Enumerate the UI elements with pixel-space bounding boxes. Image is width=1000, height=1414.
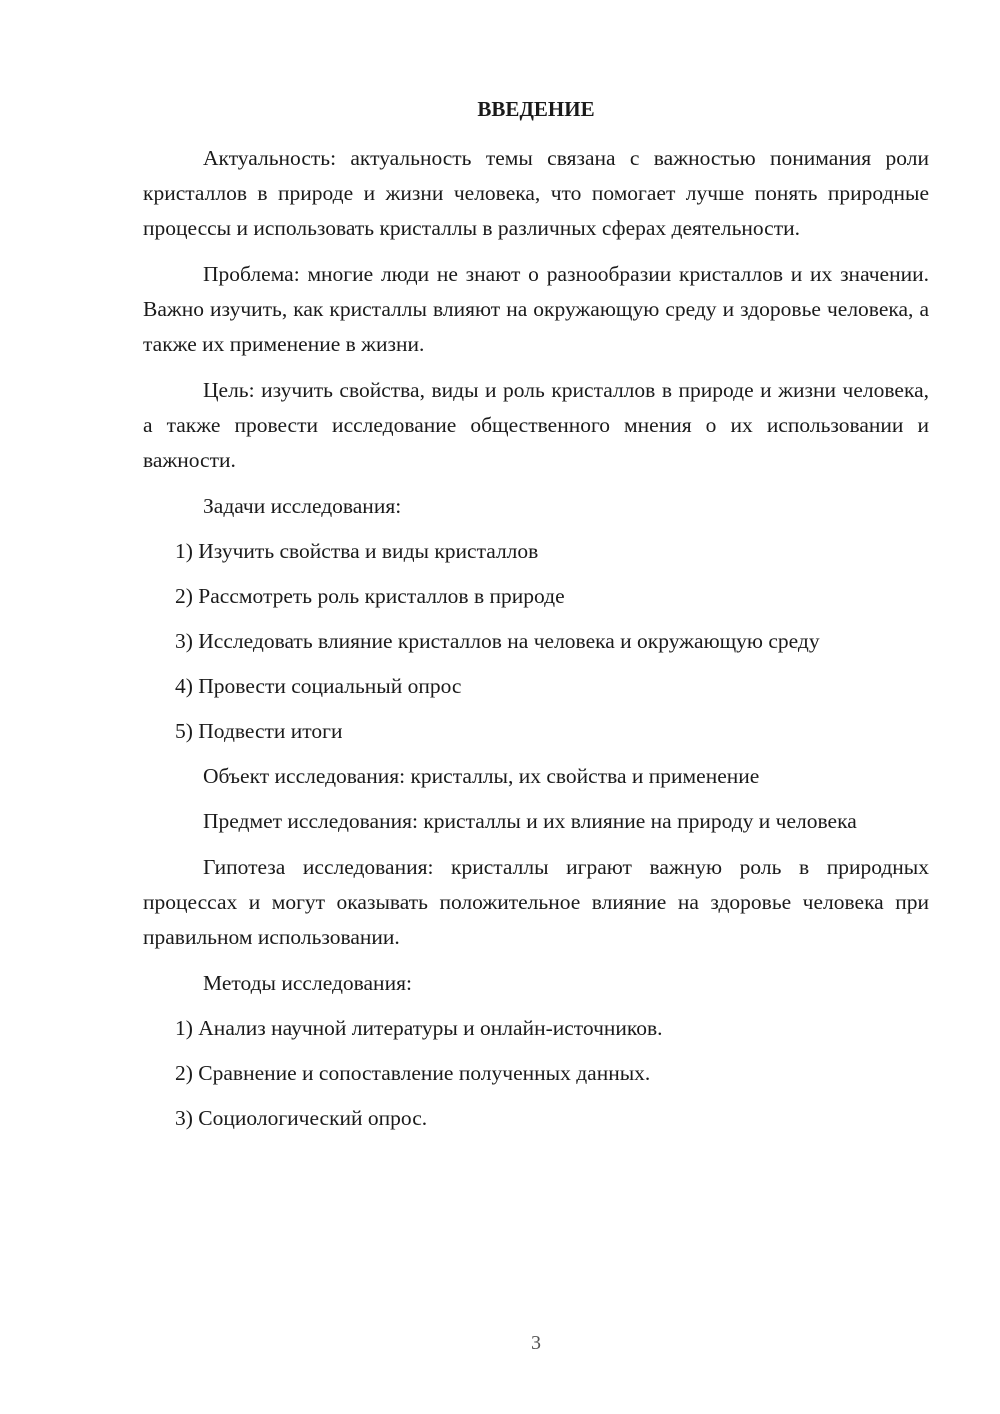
methods-heading: Методы исследования:	[203, 971, 412, 995]
relevance-paragraph: Актуальность: актуальность темы связана с важностью понимания роли кристаллов в природе и жизни человека, что помогает лучше понять природные процессы и использовать кристаллы в различных сферах деятельности.	[143, 146, 929, 240]
method-item: 1) Анализ научной литературы и онлайн-источников.	[175, 1016, 663, 1040]
task-item: 4) Провести социальный опрос	[175, 674, 462, 698]
hypothesis-paragraph: Гипотеза исследования: кристаллы играют важную роль в природных процессах и могут оказывать положительное влияние на здоровье человека при правильном использовании.	[143, 855, 929, 949]
task-item: 3) Исследовать влияние кристаллов на человека и окружающую среду	[175, 629, 820, 653]
task-item: 5) Подвести итоги	[175, 719, 343, 743]
tasks-heading: Задачи исследования:	[203, 494, 402, 518]
task-item: 2) Рассмотреть роль кристаллов в природе	[175, 584, 565, 608]
method-item: 2) Сравнение и сопоставление полученных данных.	[175, 1061, 651, 1085]
method-item: 3) Социологический опрос.	[175, 1106, 428, 1130]
page-number: 3	[531, 1332, 541, 1354]
section-title: ВВЕДЕНИЕ	[477, 97, 595, 121]
subject-paragraph: Предмет исследования: кристаллы и их влияние на природу и человека	[203, 809, 857, 833]
task-item: 1) Изучить свойства и виды кристаллов	[175, 539, 539, 563]
document-page	[143, 92, 929, 1146]
problem-paragraph: Проблема: многие люди не знают о разнообразии кристаллов и их значении. Важно изучить, как кристаллы влияют на окружающую среду и здоровье человека, а также их применение в жизни.	[143, 262, 929, 356]
object-paragraph: Объект исследования: кристаллы, их свойства и применение	[203, 764, 760, 788]
goal-paragraph: Цель: изучить свойства, виды и роль кристаллов в природе и жизни человека, а также провести исследование общественного мнения о их использовании и важности.	[143, 378, 929, 472]
